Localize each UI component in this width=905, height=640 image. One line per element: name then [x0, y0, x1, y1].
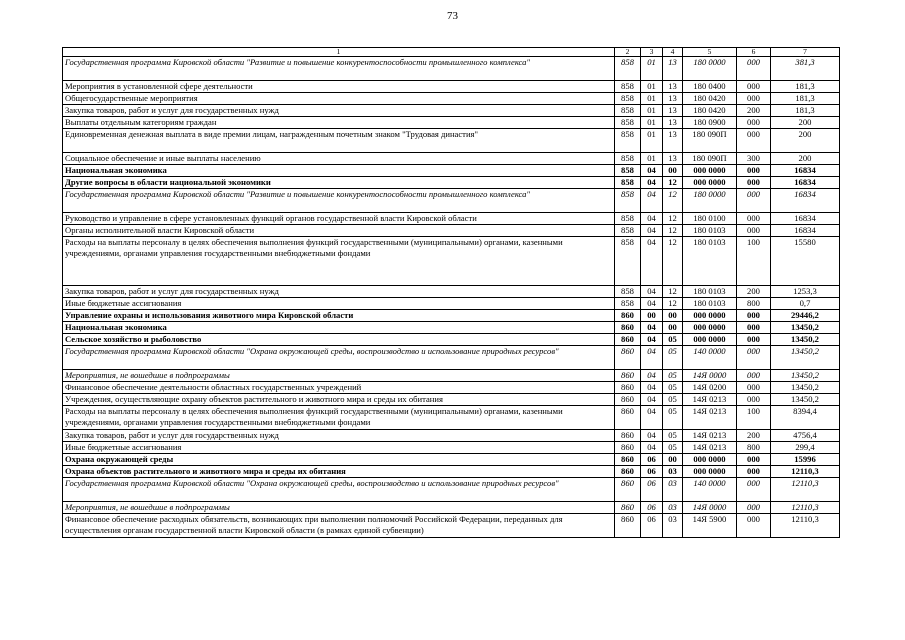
column-header-3: 3 — [641, 48, 663, 57]
row-section-cell: 04 — [641, 165, 663, 177]
row-expense-type-cell: 000 — [737, 322, 771, 334]
row-subsection-cell: 05 — [663, 394, 683, 406]
row-name-cell: Закупка товаров, работ и услуг для государственных нужд — [63, 286, 615, 298]
row-name-cell: Иные бюджетные ассигнования — [63, 442, 615, 454]
row-name-cell: Закупка товаров, работ и услуг для государственных нужд — [63, 430, 615, 442]
row-target-article-cell: 000 0000 — [683, 454, 737, 466]
row-section-cell: 01 — [641, 153, 663, 165]
row-subsection-cell: 13 — [663, 129, 683, 153]
row-name-cell: Финансовое обеспечение расходных обязательств, возникающих при выполнении полномочий Российской Федерации, переданных для осуществления органам государственной власти Кировской области (в рамках единой субвенции) — [63, 514, 615, 538]
row-subsection-cell: 05 — [663, 382, 683, 394]
table-row — [63, 177, 840, 189]
row-expense-type-cell: 000 — [737, 514, 771, 538]
table-row — [63, 430, 840, 442]
table-row — [63, 454, 840, 466]
row-target-article-cell: 180 0400 — [683, 81, 737, 93]
row-amount-cell: 12110,3 — [771, 478, 840, 502]
row-amount-cell: 200 — [771, 129, 840, 153]
row-subsection-cell: 05 — [663, 346, 683, 370]
row-amount-cell: 15580 — [771, 237, 840, 286]
row-expense-type-cell: 200 — [737, 430, 771, 442]
row-amount-cell: 181,3 — [771, 93, 840, 105]
row-section-cell: 01 — [641, 105, 663, 117]
row-subsection-cell: 03 — [663, 502, 683, 514]
row-expense-type-cell: 000 — [737, 189, 771, 213]
table-row — [63, 394, 840, 406]
row-target-article-cell: 180 0103 — [683, 298, 737, 310]
row-target-article-cell: 180 0900 — [683, 117, 737, 129]
row-expense-type-cell: 000 — [737, 310, 771, 322]
row-target-article-cell: 14Я 0213 — [683, 394, 737, 406]
row-amount-cell: 29446,2 — [771, 310, 840, 322]
row-amount-cell: 200 — [771, 153, 840, 165]
row-subsection-cell: 05 — [663, 334, 683, 346]
row-expense-type-cell: 000 — [737, 370, 771, 382]
row-amount-cell: 1253,3 — [771, 286, 840, 298]
row-name-cell: Национальная экономика — [63, 165, 615, 177]
row-admin-code-cell: 860 — [615, 406, 641, 430]
row-admin-code-cell: 860 — [615, 370, 641, 382]
row-amount-cell: 13450,2 — [771, 382, 840, 394]
row-amount-cell: 12110,3 — [771, 502, 840, 514]
table-row — [63, 129, 840, 153]
row-amount-cell: 181,3 — [771, 105, 840, 117]
row-subsection-cell: 12 — [663, 189, 683, 213]
row-admin-code-cell: 858 — [615, 237, 641, 286]
row-name-cell: Учреждения, осуществляющие охрану объектов растительного и животного мира и среды их обитания — [63, 394, 615, 406]
row-expense-type-cell: 000 — [737, 213, 771, 225]
row-name-cell: Охрана окружающей среды — [63, 454, 615, 466]
row-amount-cell: 299,4 — [771, 442, 840, 454]
row-name-cell: Расходы на выплаты персоналу в целях обеспечения выполнения функций государственными (муниципальными) органами, казенными учреждениями, органами управления государственными внебюджетными фондами — [63, 406, 615, 430]
row-name-cell: Сельское хозяйство и рыболовство — [63, 334, 615, 346]
row-section-cell: 04 — [641, 334, 663, 346]
row-section-cell: 04 — [641, 189, 663, 213]
table-row — [63, 189, 840, 213]
row-target-article-cell: 14Я 0213 — [683, 406, 737, 430]
row-admin-code-cell: 860 — [615, 334, 641, 346]
row-subsection-cell: 13 — [663, 93, 683, 105]
row-name-cell: Единовременная денежная выплата в виде премии лицам, награжденным почетным знаком "Трудовая династия" — [63, 129, 615, 153]
table-row — [63, 225, 840, 237]
table-row — [63, 286, 840, 298]
row-admin-code-cell: 858 — [615, 57, 641, 81]
row-amount-cell: 16834 — [771, 165, 840, 177]
row-section-cell: 04 — [641, 430, 663, 442]
table-row — [63, 105, 840, 117]
row-target-article-cell: 180 090П — [683, 129, 737, 153]
row-amount-cell: 200 — [771, 117, 840, 129]
column-header-7: 7 — [771, 48, 840, 57]
row-section-cell: 04 — [641, 177, 663, 189]
row-subsection-cell: 00 — [663, 454, 683, 466]
row-target-article-cell: 14Я 0213 — [683, 442, 737, 454]
row-admin-code-cell: 858 — [615, 225, 641, 237]
row-expense-type-cell: 000 — [737, 81, 771, 93]
row-section-cell: 04 — [641, 394, 663, 406]
row-target-article-cell: 000 0000 — [683, 322, 737, 334]
row-target-article-cell: 180 0103 — [683, 237, 737, 286]
row-amount-cell: 12110,3 — [771, 466, 840, 478]
row-target-article-cell: 000 0000 — [683, 310, 737, 322]
row-expense-type-cell: 000 — [737, 165, 771, 177]
row-target-article-cell: 14Я 0000 — [683, 502, 737, 514]
row-section-cell: 04 — [641, 370, 663, 382]
row-section-cell: 01 — [641, 81, 663, 93]
row-section-cell: 01 — [641, 129, 663, 153]
table-row — [63, 334, 840, 346]
row-admin-code-cell: 858 — [615, 189, 641, 213]
row-name-cell: Органы исполнительной власти Кировской области — [63, 225, 615, 237]
row-name-cell: Национальная экономика — [63, 322, 615, 334]
row-name-cell: Государственная программа Кировской области "Развитие и повышение конкурентоспособности промышленного комплекса" — [63, 189, 615, 213]
row-admin-code-cell: 858 — [615, 81, 641, 93]
table-row — [63, 478, 840, 502]
row-admin-code-cell: 860 — [615, 478, 641, 502]
row-subsection-cell: 13 — [663, 117, 683, 129]
row-subsection-cell: 00 — [663, 310, 683, 322]
budget-table — [62, 47, 840, 538]
row-expense-type-cell: 000 — [737, 394, 771, 406]
row-admin-code-cell: 858 — [615, 286, 641, 298]
table-row — [63, 466, 840, 478]
row-admin-code-cell: 860 — [615, 430, 641, 442]
row-admin-code-cell: 858 — [615, 153, 641, 165]
row-name-cell: Мероприятия, не вошедшие в подпрограммы — [63, 370, 615, 382]
row-name-cell: Государственная программа Кировской области "Охрана окружающей среды, воспроизводство и использование природных ресурсов" — [63, 346, 615, 370]
row-expense-type-cell: 000 — [737, 382, 771, 394]
row-expense-type-cell: 200 — [737, 105, 771, 117]
row-section-cell: 01 — [641, 57, 663, 81]
row-expense-type-cell: 100 — [737, 406, 771, 430]
table-row — [63, 93, 840, 105]
row-expense-type-cell: 800 — [737, 298, 771, 310]
row-section-cell: 04 — [641, 298, 663, 310]
table-row — [63, 382, 840, 394]
row-admin-code-cell: 860 — [615, 394, 641, 406]
row-section-cell: 04 — [641, 442, 663, 454]
table-row — [63, 213, 840, 225]
row-admin-code-cell: 858 — [615, 213, 641, 225]
row-section-cell: 04 — [641, 213, 663, 225]
row-target-article-cell: 180 0420 — [683, 105, 737, 117]
column-header-6: 6 — [737, 48, 771, 57]
row-target-article-cell: 000 0000 — [683, 165, 737, 177]
row-amount-cell: 16834 — [771, 225, 840, 237]
row-subsection-cell: 00 — [663, 322, 683, 334]
row-section-cell: 06 — [641, 466, 663, 478]
row-name-cell: Государственная программа Кировской области "Развитие и повышение конкурентоспособности промышленного комплекса" — [63, 57, 615, 81]
table-row — [63, 310, 840, 322]
row-target-article-cell: 180 0100 — [683, 213, 737, 225]
row-expense-type-cell: 800 — [737, 442, 771, 454]
row-admin-code-cell: 858 — [615, 165, 641, 177]
row-admin-code-cell: 860 — [615, 466, 641, 478]
table-row — [63, 442, 840, 454]
row-name-cell: Охрана объектов растительного и животного мира и среды их обитания — [63, 466, 615, 478]
table-row — [63, 165, 840, 177]
row-expense-type-cell: 000 — [737, 454, 771, 466]
table-row — [63, 298, 840, 310]
row-subsection-cell: 05 — [663, 430, 683, 442]
column-header-5: 5 — [683, 48, 737, 57]
row-name-cell: Мероприятия в установленной сфере деятельности — [63, 81, 615, 93]
row-section-cell: 04 — [641, 382, 663, 394]
table-body — [63, 57, 840, 538]
row-name-cell: Иные бюджетные ассигнования — [63, 298, 615, 310]
row-amount-cell: 16834 — [771, 189, 840, 213]
page-number: 73 — [447, 10, 458, 22]
table-row — [63, 502, 840, 514]
row-expense-type-cell: 000 — [737, 177, 771, 189]
row-admin-code-cell: 858 — [615, 129, 641, 153]
row-admin-code-cell: 860 — [615, 322, 641, 334]
row-admin-code-cell: 860 — [615, 382, 641, 394]
row-admin-code-cell: 860 — [615, 310, 641, 322]
row-section-cell: 00 — [641, 310, 663, 322]
row-expense-type-cell: 000 — [737, 57, 771, 81]
row-amount-cell: 0,7 — [771, 298, 840, 310]
row-section-cell: 04 — [641, 225, 663, 237]
row-subsection-cell: 13 — [663, 81, 683, 93]
row-subsection-cell: 12 — [663, 298, 683, 310]
row-target-article-cell: 000 0000 — [683, 334, 737, 346]
row-admin-code-cell: 858 — [615, 298, 641, 310]
row-section-cell: 04 — [641, 237, 663, 286]
row-amount-cell: 16834 — [771, 177, 840, 189]
row-amount-cell: 4756,4 — [771, 430, 840, 442]
row-expense-type-cell: 000 — [737, 478, 771, 502]
column-header-1: 1 — [63, 48, 615, 57]
row-section-cell: 04 — [641, 286, 663, 298]
row-section-cell: 04 — [641, 322, 663, 334]
row-amount-cell: 181,3 — [771, 81, 840, 93]
table-row — [63, 346, 840, 370]
row-expense-type-cell: 300 — [737, 153, 771, 165]
row-subsection-cell: 03 — [663, 478, 683, 502]
row-target-article-cell: 000 0000 — [683, 177, 737, 189]
row-name-cell: Социальное обеспечение и иные выплаты населению — [63, 153, 615, 165]
row-section-cell: 06 — [641, 454, 663, 466]
row-expense-type-cell: 000 — [737, 346, 771, 370]
row-name-cell: Расходы на выплаты персоналу в целях обеспечения выполнения функций государственными (муниципальными) органами, казенными учреждениями, органами управления государственными внебюджетными фондами — [63, 237, 615, 286]
row-subsection-cell: 05 — [663, 370, 683, 382]
row-subsection-cell: 13 — [663, 153, 683, 165]
column-header-2: 2 — [615, 48, 641, 57]
row-subsection-cell: 13 — [663, 105, 683, 117]
table-row — [63, 117, 840, 129]
row-subsection-cell: 00 — [663, 165, 683, 177]
row-amount-cell: 13450,2 — [771, 322, 840, 334]
row-subsection-cell: 12 — [663, 213, 683, 225]
row-subsection-cell: 12 — [663, 225, 683, 237]
row-target-article-cell: 14Я 5900 — [683, 514, 737, 538]
row-expense-type-cell: 000 — [737, 129, 771, 153]
table-row — [63, 81, 840, 93]
row-admin-code-cell: 860 — [615, 502, 641, 514]
table-row — [63, 322, 840, 334]
row-name-cell: Общегосударственные мероприятия — [63, 93, 615, 105]
row-amount-cell: 8394,4 — [771, 406, 840, 430]
row-subsection-cell: 13 — [663, 57, 683, 81]
table-row — [63, 370, 840, 382]
row-name-cell: Закупка товаров, работ и услуг для государственных нужд — [63, 105, 615, 117]
row-expense-type-cell: 000 — [737, 334, 771, 346]
row-target-article-cell: 180 0103 — [683, 225, 737, 237]
row-amount-cell: 381,3 — [771, 57, 840, 81]
row-subsection-cell: 05 — [663, 406, 683, 430]
column-header-4: 4 — [663, 48, 683, 57]
row-subsection-cell: 03 — [663, 514, 683, 538]
row-amount-cell: 13450,2 — [771, 370, 840, 382]
row-target-article-cell: 14Я 0000 — [683, 370, 737, 382]
row-expense-type-cell: 000 — [737, 225, 771, 237]
table-row — [63, 514, 840, 538]
row-target-article-cell: 14Я 0200 — [683, 382, 737, 394]
row-name-cell: Руководство и управление в сфере установленных функций органов государственной власти Кировской области — [63, 213, 615, 225]
row-admin-code-cell: 860 — [615, 442, 641, 454]
row-target-article-cell: 180 0000 — [683, 57, 737, 81]
row-section-cell: 01 — [641, 117, 663, 129]
row-section-cell: 06 — [641, 502, 663, 514]
row-target-article-cell: 180 090П — [683, 153, 737, 165]
row-admin-code-cell: 858 — [615, 105, 641, 117]
row-expense-type-cell: 100 — [737, 237, 771, 286]
row-admin-code-cell: 860 — [615, 454, 641, 466]
row-amount-cell: 13450,2 — [771, 334, 840, 346]
row-subsection-cell: 03 — [663, 466, 683, 478]
row-subsection-cell: 12 — [663, 286, 683, 298]
row-target-article-cell: 140 0000 — [683, 478, 737, 502]
row-admin-code-cell: 860 — [615, 514, 641, 538]
row-amount-cell: 13450,2 — [771, 394, 840, 406]
row-amount-cell: 13450,2 — [771, 346, 840, 370]
row-admin-code-cell: 858 — [615, 177, 641, 189]
table-row — [63, 406, 840, 430]
row-target-article-cell: 14Я 0213 — [683, 430, 737, 442]
row-section-cell: 06 — [641, 514, 663, 538]
row-section-cell: 06 — [641, 478, 663, 502]
row-subsection-cell: 05 — [663, 442, 683, 454]
row-amount-cell: 12110,3 — [771, 514, 840, 538]
row-name-cell: Финансовое обеспечение деятельности областных государственных учреждений — [63, 382, 615, 394]
row-name-cell: Мероприятия, не вошедшие в подпрограммы — [63, 502, 615, 514]
row-subsection-cell: 12 — [663, 237, 683, 286]
row-admin-code-cell: 860 — [615, 346, 641, 370]
row-expense-type-cell: 000 — [737, 502, 771, 514]
row-subsection-cell: 12 — [663, 177, 683, 189]
row-amount-cell: 15996 — [771, 454, 840, 466]
table-row — [63, 57, 840, 81]
row-expense-type-cell: 000 — [737, 117, 771, 129]
table-header-row — [63, 48, 840, 57]
row-target-article-cell: 180 0420 — [683, 93, 737, 105]
row-name-cell: Государственная программа Кировской области "Охрана окружающей среды, воспроизводство и использование природных ресурсов" — [63, 478, 615, 502]
row-section-cell: 01 — [641, 93, 663, 105]
row-expense-type-cell: 200 — [737, 286, 771, 298]
row-amount-cell: 16834 — [771, 213, 840, 225]
row-target-article-cell: 140 0000 — [683, 346, 737, 370]
row-target-article-cell: 180 0000 — [683, 189, 737, 213]
row-name-cell: Управление охраны и использования животного мира Кировской области — [63, 310, 615, 322]
row-target-article-cell: 180 0103 — [683, 286, 737, 298]
table-row — [63, 153, 840, 165]
row-section-cell: 04 — [641, 346, 663, 370]
row-name-cell: Выплаты отдельным категориям граждан — [63, 117, 615, 129]
table-row — [63, 237, 840, 286]
row-admin-code-cell: 858 — [615, 93, 641, 105]
row-section-cell: 04 — [641, 406, 663, 430]
row-admin-code-cell: 858 — [615, 117, 641, 129]
row-expense-type-cell: 000 — [737, 93, 771, 105]
row-target-article-cell: 000 0000 — [683, 466, 737, 478]
row-expense-type-cell: 000 — [737, 466, 771, 478]
row-name-cell: Другие вопросы в области национальной экономики — [63, 177, 615, 189]
